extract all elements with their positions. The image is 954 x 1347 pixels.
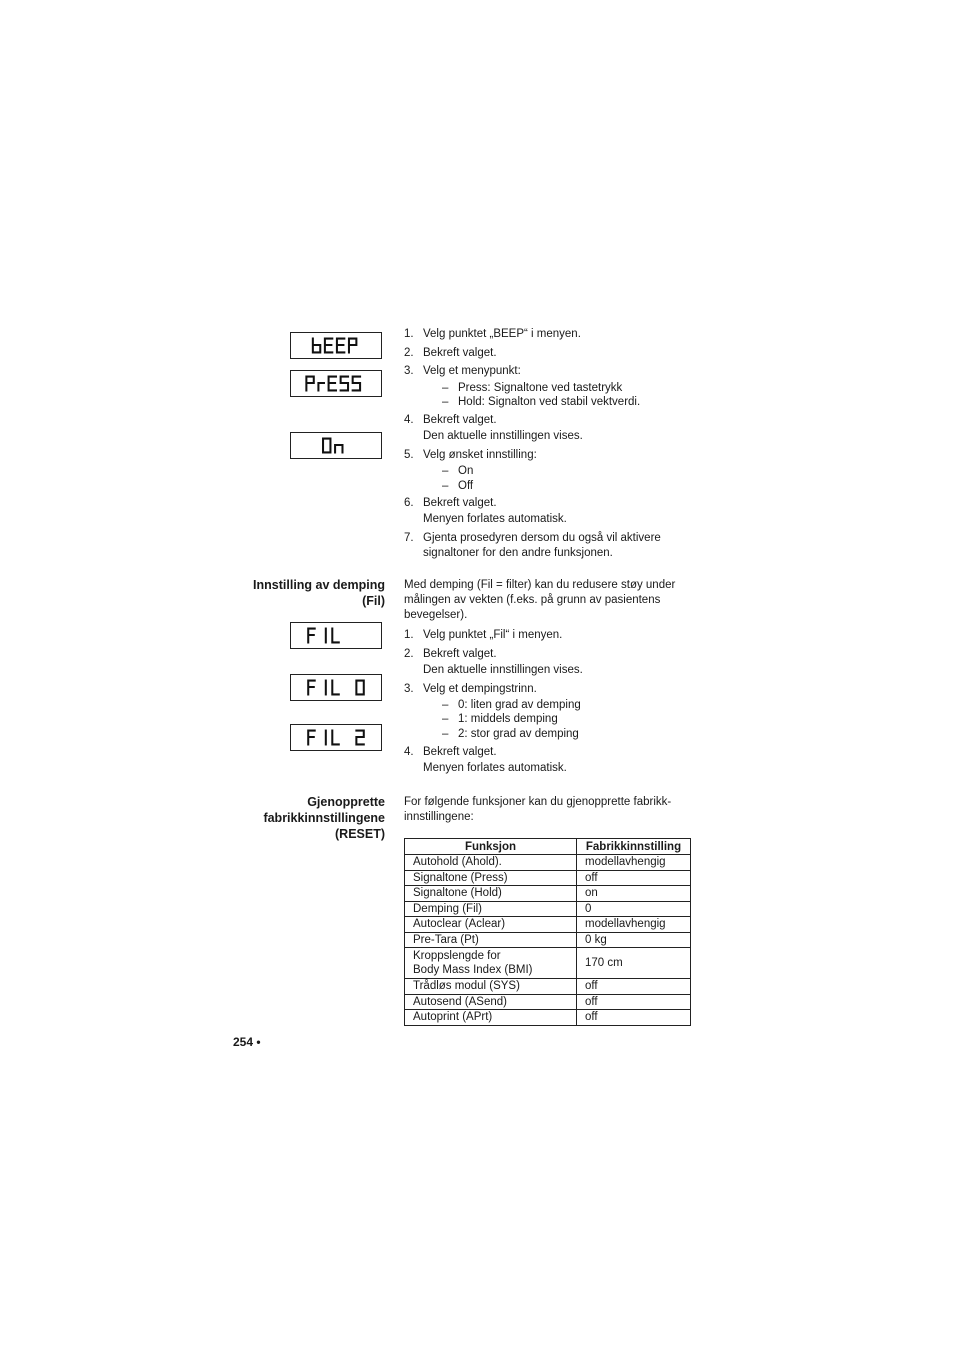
section-heading-reset: Gjenopprette fabrikkinnstillingene (RESET) [263, 795, 385, 841]
value-cell: 170 cm [577, 948, 691, 979]
lcd-beep-glyphs [291, 333, 381, 358]
lcd-display-fil-0 [290, 674, 382, 701]
lcd-on-glyphs [291, 433, 381, 458]
section-heading-fil: Innstilling av demping (Fil) [253, 578, 385, 608]
step-text: Velg et dempingstrinn. [423, 683, 537, 695]
option-text: Press: Signaltone ved tastetrykk [458, 382, 623, 394]
option-text: Off [458, 480, 474, 492]
function-cell: Kroppslengde for Body Mass Index (BMI) [405, 948, 577, 979]
lcd-display-beep [290, 332, 382, 359]
function-cell: Demping (Fil) [405, 901, 577, 917]
step-text: Bekreft valget. [423, 648, 497, 660]
table-row [405, 855, 691, 871]
table-row [405, 870, 691, 886]
factory-settings-table [404, 838, 691, 1026]
beep-step-6-note: Menyen forlates automatisk. [423, 513, 567, 525]
function-cell: Pre-Tara (Pt) [405, 932, 577, 948]
value-cell: on [577, 886, 691, 902]
function-cell: Autosend (ASend) [405, 994, 577, 1010]
step-text: Velg ønsket innstilling: [423, 449, 537, 461]
beep-step-4-note: Den aktuelle innstillingen vises. [423, 430, 583, 442]
step-text: Gjenta prosedyren dersom du også vil aktivere signaltoner for den andre funksjonen. [423, 532, 661, 559]
lcd-press-glyphs [291, 371, 381, 396]
step-text: Bekreft valget. [423, 414, 497, 426]
value-cell: off [577, 1010, 691, 1026]
lcd-display-fil [290, 622, 382, 649]
step-text: Velg punktet „Fil“ i menyen. [423, 629, 563, 641]
table-row [405, 901, 691, 917]
step-number: 4. [404, 746, 414, 758]
table-row [405, 948, 691, 979]
column-header-factory-setting: Fabrikkinnstilling [577, 839, 691, 855]
table-row [405, 979, 691, 995]
table-row [405, 917, 691, 933]
step-number: 6. [404, 497, 414, 509]
lcd-display-on [290, 432, 382, 459]
function-cell: Signaltone (Hold) [405, 886, 577, 902]
value-cell: modellavhengig [577, 855, 691, 871]
step-text: Bekreft valget. [423, 746, 497, 758]
step-number: 7. [404, 532, 414, 544]
column-header-function: Funksjon [405, 839, 577, 855]
step-text: Velg punktet „BEEP“ i menyen. [423, 328, 581, 340]
step-number: 5. [404, 449, 414, 461]
value-cell: 0 [577, 901, 691, 917]
step-number: 4. [404, 414, 414, 426]
level-text: 0: liten grad av demping [458, 699, 581, 711]
fil-intro: Med demping (Fil = filter) kan du redusere støy under målingen av vekten (f.eks. på grunn av pasientens bevegelser). [404, 579, 676, 621]
value-cell: 0 kg [577, 932, 691, 948]
function-cell: Trådløs modul (SYS) [405, 979, 577, 995]
fil-step-4-note: Menyen forlates automatisk. [423, 762, 567, 774]
function-cell: Autohold (Ahold). [405, 855, 577, 871]
step-text: Bekreft valget. [423, 497, 497, 509]
option-text: Hold: Signalton ved stabil vektverdi. [458, 396, 641, 408]
table-row [405, 994, 691, 1010]
step-number: 3. [404, 683, 414, 695]
lcd-display-press [290, 370, 382, 397]
value-cell: off [577, 870, 691, 886]
function-cell: Signaltone (Press) [405, 870, 577, 886]
table-row [405, 932, 691, 948]
value-cell: modellavhengig [577, 917, 691, 933]
lcd-fil0-glyphs [291, 675, 381, 700]
option-text: On [458, 465, 474, 477]
level-text: 2: stor grad av demping [458, 728, 579, 740]
level-text: 1: middels demping [458, 713, 558, 725]
table-row [405, 1010, 691, 1026]
step-text: Velg et menypunkt: [423, 365, 521, 377]
step-number: 2. [404, 648, 414, 660]
lcd-display-fil-2 [290, 724, 382, 751]
function-cell: Autoprint (APrt) [405, 1010, 577, 1026]
table-row [405, 886, 691, 902]
lcd-fil-glyphs [291, 623, 381, 648]
page-number: 254 • [233, 1035, 261, 1049]
lcd-fil2-glyphs [291, 725, 381, 750]
reset-intro: For følgende funksjoner kan du gjenopprette fabrikk- innstillingene: [404, 796, 672, 823]
value-cell: off [577, 994, 691, 1010]
function-cell: Autoclear (Aclear) [405, 917, 577, 933]
fil-step-2-note: Den aktuelle innstillingen vises. [423, 664, 583, 676]
step-number: 1. [404, 328, 414, 340]
table-header-row [405, 839, 691, 855]
step-number: 1. [404, 629, 414, 641]
step-number: 3. [404, 365, 414, 377]
step-number: 2. [404, 347, 414, 359]
step-text: Bekreft valget. [423, 347, 497, 359]
value-cell: off [577, 979, 691, 995]
